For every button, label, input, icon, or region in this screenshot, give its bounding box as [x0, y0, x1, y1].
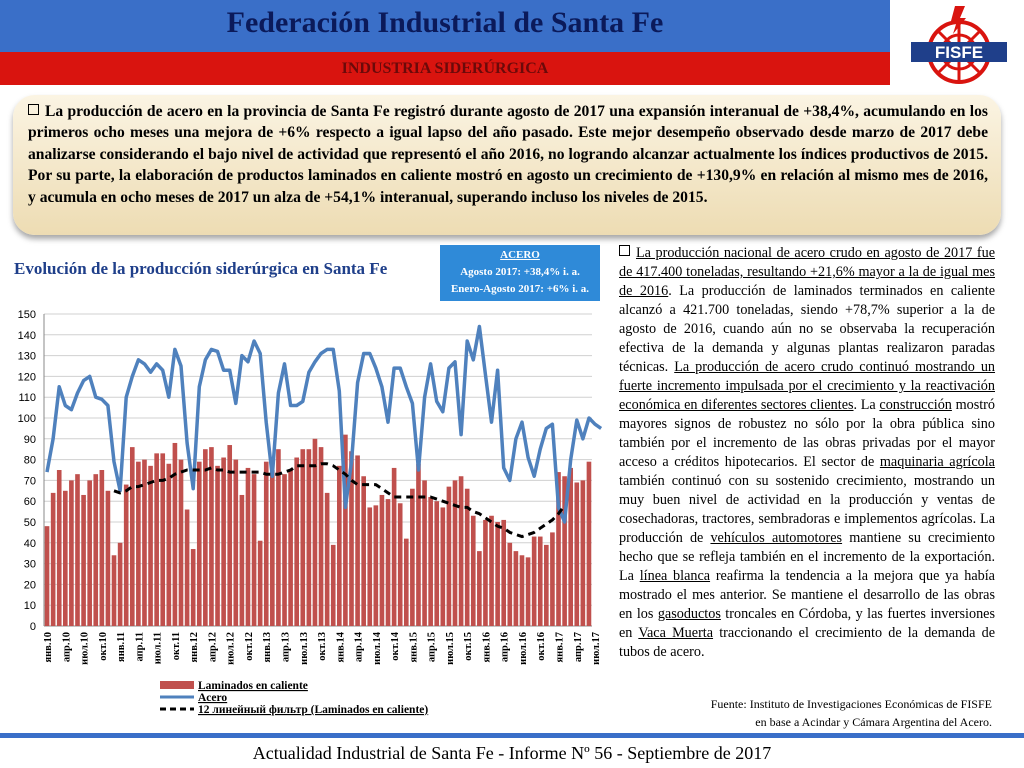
bar-laminados — [51, 493, 56, 626]
bar-laminados — [489, 516, 494, 626]
y-tick-label: 30 — [23, 558, 36, 571]
acero-line-1: Agosto 2017: +38,4% i. a. — [460, 266, 580, 278]
bar-laminados — [526, 557, 531, 626]
acero-line-2: Enero-Agosto 2017: +6% i. a. — [450, 283, 590, 295]
bar-laminados — [495, 522, 500, 626]
x-tick-label: янв.10 — [43, 632, 55, 663]
legend-label: Acero — [198, 692, 228, 704]
x-tick-label: июл.16 — [517, 632, 529, 665]
text-laminados: . La producción de laminados terminados en caliente alcanzó a 421.700 toneladas, siendo +78,7% superior a la de agosto de 2016, cuando aún no se observaba la recuperación efectiva de la demanda y algunas plantas realizaron paradas técnicas. — [619, 283, 995, 375]
section-subtitle: INDUSTRIA SIDERÚRGICA — [341, 60, 549, 77]
bar-laminados — [221, 458, 226, 626]
bar-laminados — [459, 476, 464, 626]
y-tick-label: 50 — [23, 517, 36, 529]
x-tick-label: апр.17 — [572, 632, 584, 663]
text-construccion: construcción — [879, 397, 952, 413]
y-tick-label: 90 — [23, 433, 36, 446]
bar-laminados — [453, 480, 458, 626]
bar-laminados — [538, 537, 543, 626]
bar-laminados — [319, 447, 324, 626]
text-national-steel: La producción nacional de acero crudo en agosto de 2017 fue de 417.400 toneladas, resultando +21,6% mayor a la de igual mes de 2016 — [619, 245, 995, 299]
analysis-text — [619, 244, 995, 662]
bar-laminados — [258, 541, 263, 626]
bar-laminados — [501, 520, 506, 626]
y-tick-label: 80 — [23, 454, 36, 467]
x-tick-label: янв.15 — [408, 632, 420, 663]
bar-laminados — [57, 470, 62, 626]
text-segment: traccionando el crecimiento de la demanda de tubos de acero. — [619, 625, 995, 660]
x-tick-label: апр.11 — [134, 632, 146, 662]
bar-laminados — [167, 464, 172, 626]
x-tick-label: окт.11 — [170, 632, 182, 661]
bar-laminados — [69, 480, 74, 626]
x-tick-label: янв.17 — [554, 632, 566, 663]
legend-label: Laminados en caliente — [198, 680, 308, 692]
y-tick-label: 40 — [23, 537, 36, 550]
bar-laminados — [507, 543, 512, 626]
page-title: Federación Industrial de Santa Fe — [226, 6, 664, 39]
bar-laminados — [300, 449, 305, 626]
bar-laminados — [361, 476, 366, 626]
bar-laminados — [428, 497, 433, 626]
bar-laminados — [106, 491, 111, 626]
bar-laminados — [355, 455, 360, 626]
bar-laminados — [112, 555, 117, 626]
footer-divider — [0, 733, 1024, 738]
bar-laminados — [215, 466, 220, 626]
bar-laminados — [154, 453, 159, 626]
bar-laminados — [124, 485, 129, 626]
bar-laminados — [514, 551, 519, 626]
y-tick-label: 120 — [17, 371, 36, 384]
fisfe-logo — [903, 4, 1015, 86]
bar-laminados — [148, 466, 153, 626]
y-tick-label: 150 — [17, 309, 36, 321]
text-crude-steel: La producción de acero crudo continuó mostrando un fuerte incremento impulsada por el crecimiento y la reactivación económica en diferentes sectores clientes — [619, 359, 996, 413]
bar-laminados — [100, 470, 105, 626]
text-segment: mostró mayores signos de robustez no sólo por la obra pública sino también por el incremento de las obras privadas por el mayor acceso a créditos hipotecarios. El sector de — [619, 397, 995, 470]
bar-laminados — [81, 495, 86, 626]
bar-laminados — [197, 462, 202, 626]
bar-laminados — [252, 474, 257, 626]
bar-laminados — [550, 532, 555, 626]
x-tick-label: июл.13 — [298, 632, 310, 665]
text-segment: mantiene su crecimiento hecho que se refleja también en el incremento de la exportación. La — [619, 530, 995, 584]
bar-laminados — [404, 539, 409, 626]
x-tick-label: апр.14 — [353, 632, 365, 663]
bar-laminados — [574, 482, 579, 626]
bar-laminados — [416, 464, 421, 626]
text-gasoductos: gasoductos — [657, 606, 721, 622]
bar-laminados — [447, 487, 452, 626]
source-line-2: en base a Acindar y Cámara Argentina del Acero. — [755, 715, 992, 729]
x-tick-label: апр.12 — [207, 632, 219, 663]
bar-laminados — [380, 495, 385, 626]
bar-laminados — [93, 474, 98, 626]
bullet-icon — [28, 104, 39, 115]
bar-laminados — [398, 503, 403, 626]
x-tick-label: июл.10 — [79, 632, 91, 665]
logo-text: FISFE — [934, 43, 984, 62]
bar-laminados — [179, 460, 184, 626]
bar-laminados — [130, 447, 135, 626]
bar-laminados — [185, 510, 190, 626]
y-tick-label: 130 — [17, 350, 36, 363]
text-segment: también continuó con su sostenido crecimiento, mostrando un muy buen nivel de actividad en la producción y ventas de cosechadoras, tractores, sembradoras e implementos agrícolas. La producción de — [619, 473, 995, 546]
bar-laminados — [483, 520, 488, 626]
summary-text — [28, 101, 988, 208]
text-segment: reafirma la tendencia a la mejora que ya había mostrado el mes anterior. Se mantiene el desarrollo de las obras en los — [619, 568, 995, 622]
legend-swatch-laminados — [160, 681, 194, 689]
bar-laminados — [477, 551, 482, 626]
bar-laminados — [374, 505, 379, 626]
acero-title: ACERO — [500, 249, 540, 261]
x-tick-label: июл.17 — [591, 632, 603, 665]
bar-laminados — [307, 449, 312, 626]
bar-laminados — [87, 480, 92, 626]
production-chart — [0, 300, 610, 730]
bar-laminados — [367, 507, 372, 626]
x-tick-label: янв.12 — [189, 632, 201, 663]
bar-laminados — [410, 489, 415, 626]
bar-laminados — [240, 495, 245, 626]
acero-highlight-box — [440, 245, 600, 301]
y-tick-label: 20 — [23, 579, 36, 592]
bar-laminados — [331, 545, 336, 626]
bar-laminados — [276, 449, 281, 626]
text-vaca-muerta: Vaca Muerta — [638, 625, 714, 641]
y-tick-label: 0 — [29, 621, 36, 633]
source-line-1: Fuente: Instituto de Investigaciones Económicas de FISFE — [710, 697, 992, 711]
bar-laminados — [532, 537, 537, 626]
bar-laminados — [45, 526, 50, 626]
x-tick-label: июл.12 — [225, 632, 237, 665]
y-tick-label: 140 — [17, 329, 36, 342]
bar-laminados — [203, 449, 208, 626]
x-tick-label: окт.16 — [536, 632, 548, 661]
text-linea-blanca: línea blanca — [639, 568, 711, 584]
x-tick-label: янв.14 — [335, 632, 347, 663]
legend-label: 12 линейный фильтр (Laminados en caliente) — [198, 704, 429, 716]
text-segment: troncales en Córdoba, y las fuertes inversiones en — [619, 606, 995, 641]
bar-laminados — [337, 466, 342, 626]
y-tick-label: 110 — [18, 392, 36, 405]
bar-laminados — [520, 555, 525, 626]
text-vehiculos: vehículos automotores — [710, 530, 843, 546]
bar-laminados — [270, 470, 275, 626]
chart-title: Evolución de la producción siderúrgica en Santa Fe — [14, 259, 388, 278]
bullet-icon — [619, 245, 630, 256]
x-tick-label: июл.15 — [444, 632, 456, 665]
bar-laminados — [63, 491, 68, 626]
x-tick-label: янв.13 — [262, 632, 274, 663]
y-tick-label: 10 — [23, 600, 36, 613]
bar-laminados — [587, 462, 592, 626]
bar-laminados — [75, 474, 80, 626]
x-tick-label: янв.16 — [481, 632, 493, 663]
x-tick-label: окт.12 — [243, 632, 255, 661]
x-tick-label: июл.11 — [152, 632, 164, 665]
footer-report-title: Actualidad Industrial de Santa Fe - Informe Nº 56 - Septiembre de 2017 — [252, 743, 772, 763]
text-segment: . La — [853, 397, 880, 413]
summary-paragraph: La producción de acero en la provincia de Santa Fe registró durante agosto de 2017 una expansión interanual de +38,4%, acumulando en los primeros ocho meses una mejora de +6% respecto a igual lapso del año pasado. Este mejor desempeño observado desde marzo de 2017 debe analizarse considerando el bajo nivel de actividad que representó el año 2016, no logrando alcanzar actualmente los índices productivos de 2015. Por su parte, la elaboración de productos laminados en caliente mostró en agosto un crecimiento de +130,9% en relación al mismo mes de 2016, y acumula en ocho meses de 2017 un alza de +54,1% interanual, superando incluso los niveles de 2015. — [28, 103, 988, 206]
bar-laminados — [441, 507, 446, 626]
y-tick-label: 70 — [23, 475, 36, 488]
text-maquinaria: maquinaria agrícola — [879, 454, 995, 470]
bar-laminados — [288, 470, 293, 626]
bar-laminados — [392, 468, 397, 626]
bar-laminados — [294, 458, 299, 626]
bar-laminados — [246, 468, 251, 626]
x-tick-label: апр.10 — [61, 632, 73, 663]
x-tick-label: окт.13 — [317, 632, 329, 661]
bar-laminados — [282, 474, 287, 626]
y-tick-label: 60 — [23, 496, 36, 509]
bar-laminados — [118, 543, 123, 626]
x-tick-label: окт.10 — [97, 632, 109, 661]
bar-laminados — [471, 516, 476, 626]
bar-laminados — [233, 460, 238, 626]
bar-laminados — [142, 460, 147, 626]
bar-laminados — [209, 447, 214, 626]
x-tick-label: апр.16 — [499, 632, 511, 663]
y-tick-label: 100 — [17, 413, 36, 425]
bar-laminados — [581, 480, 586, 626]
x-tick-label: окт.14 — [390, 632, 402, 661]
x-tick-label: июл.14 — [371, 632, 383, 665]
bar-laminados — [173, 443, 178, 626]
bar-laminados — [386, 499, 391, 626]
bar-laminados — [191, 549, 196, 626]
bar-laminados — [264, 462, 269, 626]
bar-laminados — [434, 501, 439, 626]
x-tick-label: окт.15 — [463, 632, 475, 661]
bar-laminados — [544, 545, 549, 626]
bar-laminados — [422, 480, 427, 626]
x-tick-label: апр.15 — [426, 632, 438, 663]
x-tick-label: апр.13 — [280, 632, 292, 663]
bar-laminados — [325, 493, 330, 626]
x-tick-label: янв.11 — [116, 632, 128, 662]
